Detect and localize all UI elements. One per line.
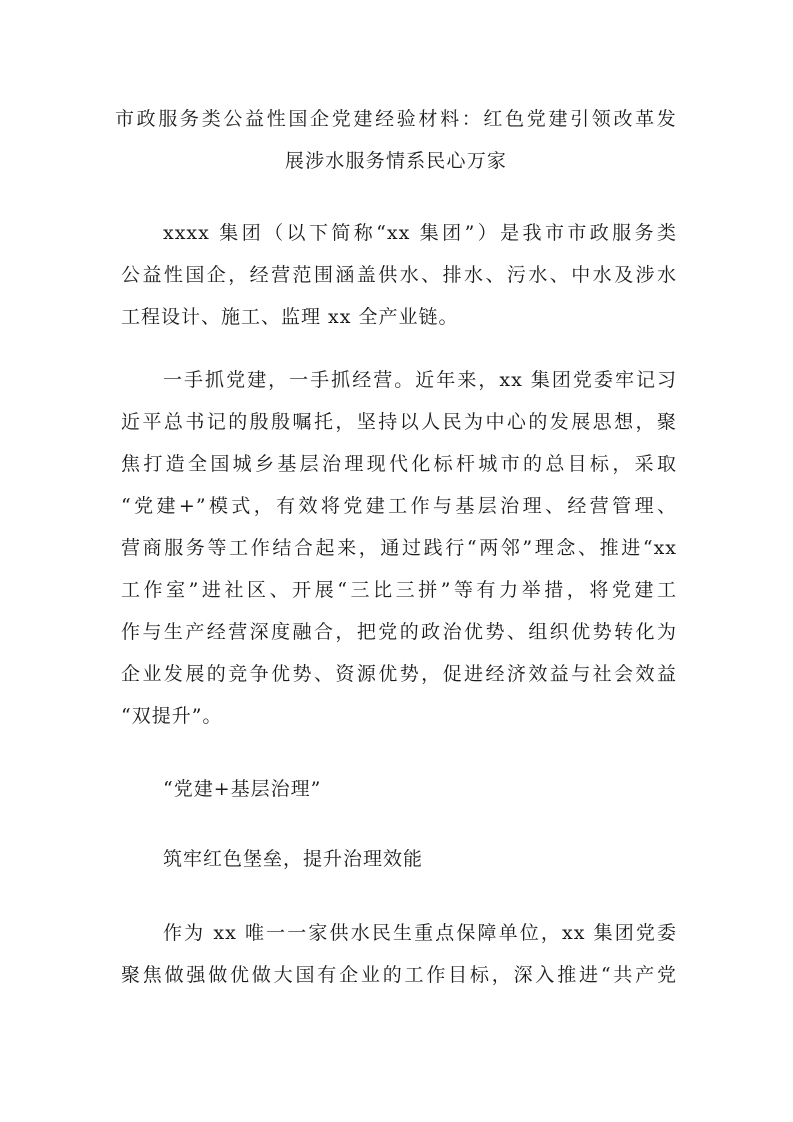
overview-line-5: 营商服务等工作结合起来，通过践行“两邻”理念、推进“xx (121, 537, 677, 559)
overview-line-3: 焦打造全国城乡基层治理现代化标杆城市的总目标，采取 (121, 453, 677, 475)
section-subheading (121, 838, 677, 880)
overview-paragraph (121, 359, 677, 737)
overview-line-2: 近平总书记的殷殷嘱托，坚持以人民为中心的发展思想，聚 (121, 411, 677, 433)
section-heading (121, 768, 677, 810)
section-heading-text: “党建+基层治理” (163, 778, 322, 800)
title-line-2: 展涉水服务情系民心万家 (284, 150, 508, 172)
section-paragraph (121, 912, 677, 996)
document-title (115, 98, 677, 182)
overview-line-6: 工作室”进社区、开展“三比三拼”等有力举措，将党建工 (121, 579, 677, 601)
title-line-1: 市政服务类公益性国企党建经验材料：红色党建引领改革发 (115, 108, 677, 130)
intro-paragraph (121, 212, 677, 338)
overview-line-9: “双提升”。 (121, 705, 223, 727)
overview-line-4: “党建+”模式，有效将党建工作与基层治理、经营管理、 (121, 495, 677, 517)
overview-line-1: 一手抓党建，一手抓经营。近年来，xx 集团党委牢记习 (163, 369, 677, 391)
intro-line-3: 工程设计、施工、监理 xx 全产业链。 (121, 306, 459, 328)
section-subheading-text: 筑牢红色堡垒，提升治理效能 (163, 848, 424, 870)
overview-line-8: 企业发展的竞争优势、资源优势，促进经济效益与社会效益 (121, 663, 677, 685)
section-line-1: 作为 xx 唯一一家供水民生重点保障单位，xx 集团党委 (163, 922, 677, 944)
section-line-2: 聚焦做强做优做大国有企业的工作目标，深入推进“共产党 (121, 964, 677, 986)
intro-line-2: 公益性国企，经营范围涵盖供水、排水、污水、中水及涉水 (121, 264, 677, 286)
intro-line-1: xxxx 集团（以下简称“xx 集团”）是我市市政服务类 (163, 222, 677, 244)
overview-line-7: 作与生产经营深度融合，把党的政治优势、组织优势转化为 (121, 621, 677, 643)
